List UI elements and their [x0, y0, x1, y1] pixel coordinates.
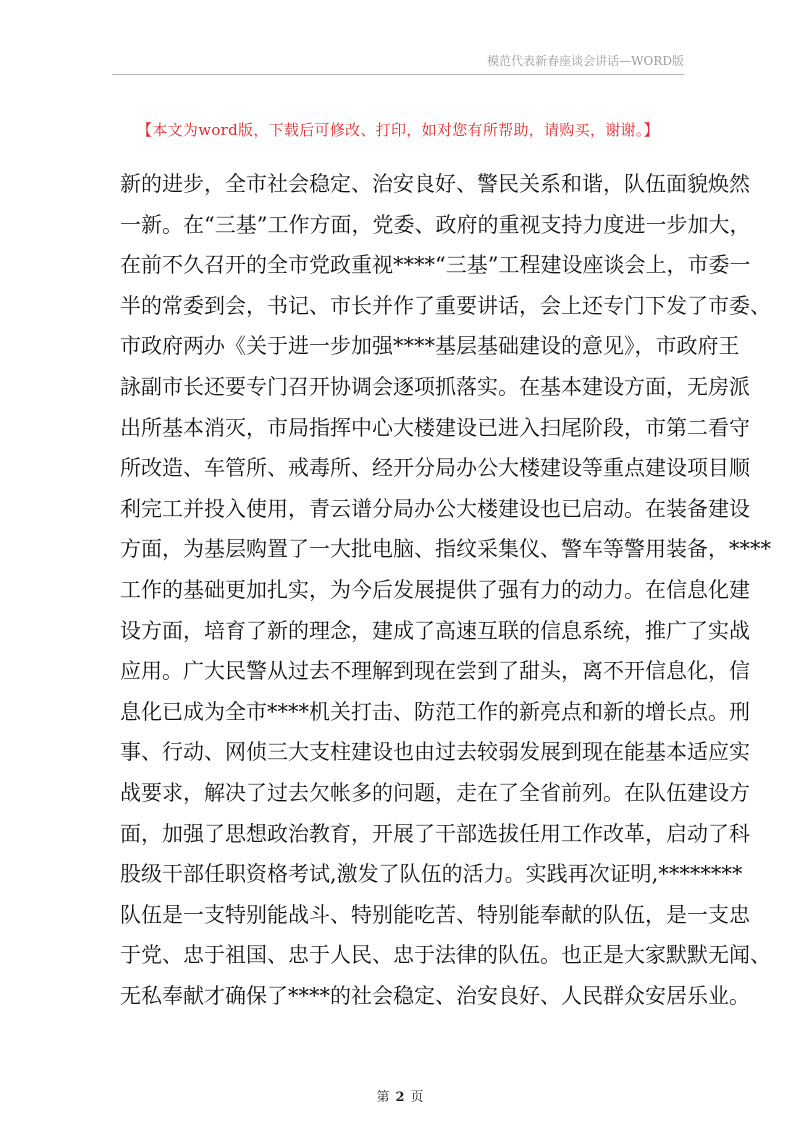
- body-line: 新的进步，全市社会稳定、治安良好、警民关系和谐，队伍面貌焕然: [120, 172, 750, 196]
- body-line: 队伍是一支特别能战斗、特别能吃苦、特别能奉献的队伍，是一支忠: [120, 902, 750, 927]
- body-line: 方面，为基层购置了一大批电脑、指纹采集仪、警车等警用装备，****: [120, 537, 771, 562]
- body-line: 在前不久召开的全市党政重视****“三基”工程建设座谈会上，市委一: [120, 253, 751, 278]
- body-line: 出所基本消灭，市局指挥中心大楼建设已进入扫尾阶段，市第二看守: [120, 415, 750, 440]
- body-line: 半的常委到会，书记、市长并作了重要讲话，会上还专门下发了市委、: [120, 293, 771, 318]
- body-text: [120, 164, 771, 1016]
- body-line: 一新。在“三基”工作方面，党委、政府的重视支持力度进一步加大，: [120, 212, 751, 237]
- body-line: 工作的基础更加扎实，为今后发展提供了强有力的动力。在信息化建: [120, 577, 750, 602]
- body-line: 设方面，培育了新的理念，建成了高速互联的信息系统，推广了实战: [120, 618, 750, 643]
- body-line: 所改造、车管所、戒毒所、经开分局办公大楼建设等重点建设项目顺: [120, 456, 750, 481]
- body-line: 詠副市长还要专门召开协调会逐项抓落实。在基本建设方面，无房派: [120, 374, 750, 399]
- body-line: 于党、忠于祖国、忠于人民、忠于法律的队伍。也正是大家默默无闻、: [120, 943, 771, 968]
- body-line: 应用。广大民警从过去不理解到现在尝到了甜头，离不开信息化，信: [120, 659, 750, 684]
- body-line: 股级干部任职资格考试,激发了队伍的活力。实践再次证明,********: [120, 862, 743, 887]
- body-line: 利完工并投入使用，青云谱分局办公大楼建设也已启动。在装备建设: [120, 496, 750, 521]
- running-header: 模范代表新春座谈会讲话—WORD版: [112, 52, 684, 75]
- body-line: 面，加强了思想政治教育，开展了干部选拔任用工作改革，启动了科: [120, 821, 750, 846]
- body-line: 息化已成为全市****机关打击、防范工作的新亮点和新的增长点。刑: [120, 699, 750, 724]
- page-prefix: 第: [376, 1090, 390, 1105]
- body-line: 战要求，解决了过去欠帐多的问题，走在了全省前列。在队伍建设方: [120, 780, 750, 805]
- download-notice: 【本文为word版，下载后可修改、打印，如对您有所帮助，请购买，谢谢。】: [137, 121, 659, 139]
- page-number: 2: [395, 1090, 405, 1105]
- body-line: 无私奉献才确保了****的社会稳定、治安良好、人民群众安居乐业。: [120, 983, 750, 1008]
- body-line: 市政府两办《关于进一步加强****基层基础建设的意见》，市政府王: [120, 334, 740, 359]
- page-suffix: 页: [410, 1090, 424, 1105]
- page-footer: [0, 1086, 800, 1105]
- body-line: 事、行动、网侦三大支柱建设也由过去较弱发展到现在能基本适应实: [120, 740, 750, 765]
